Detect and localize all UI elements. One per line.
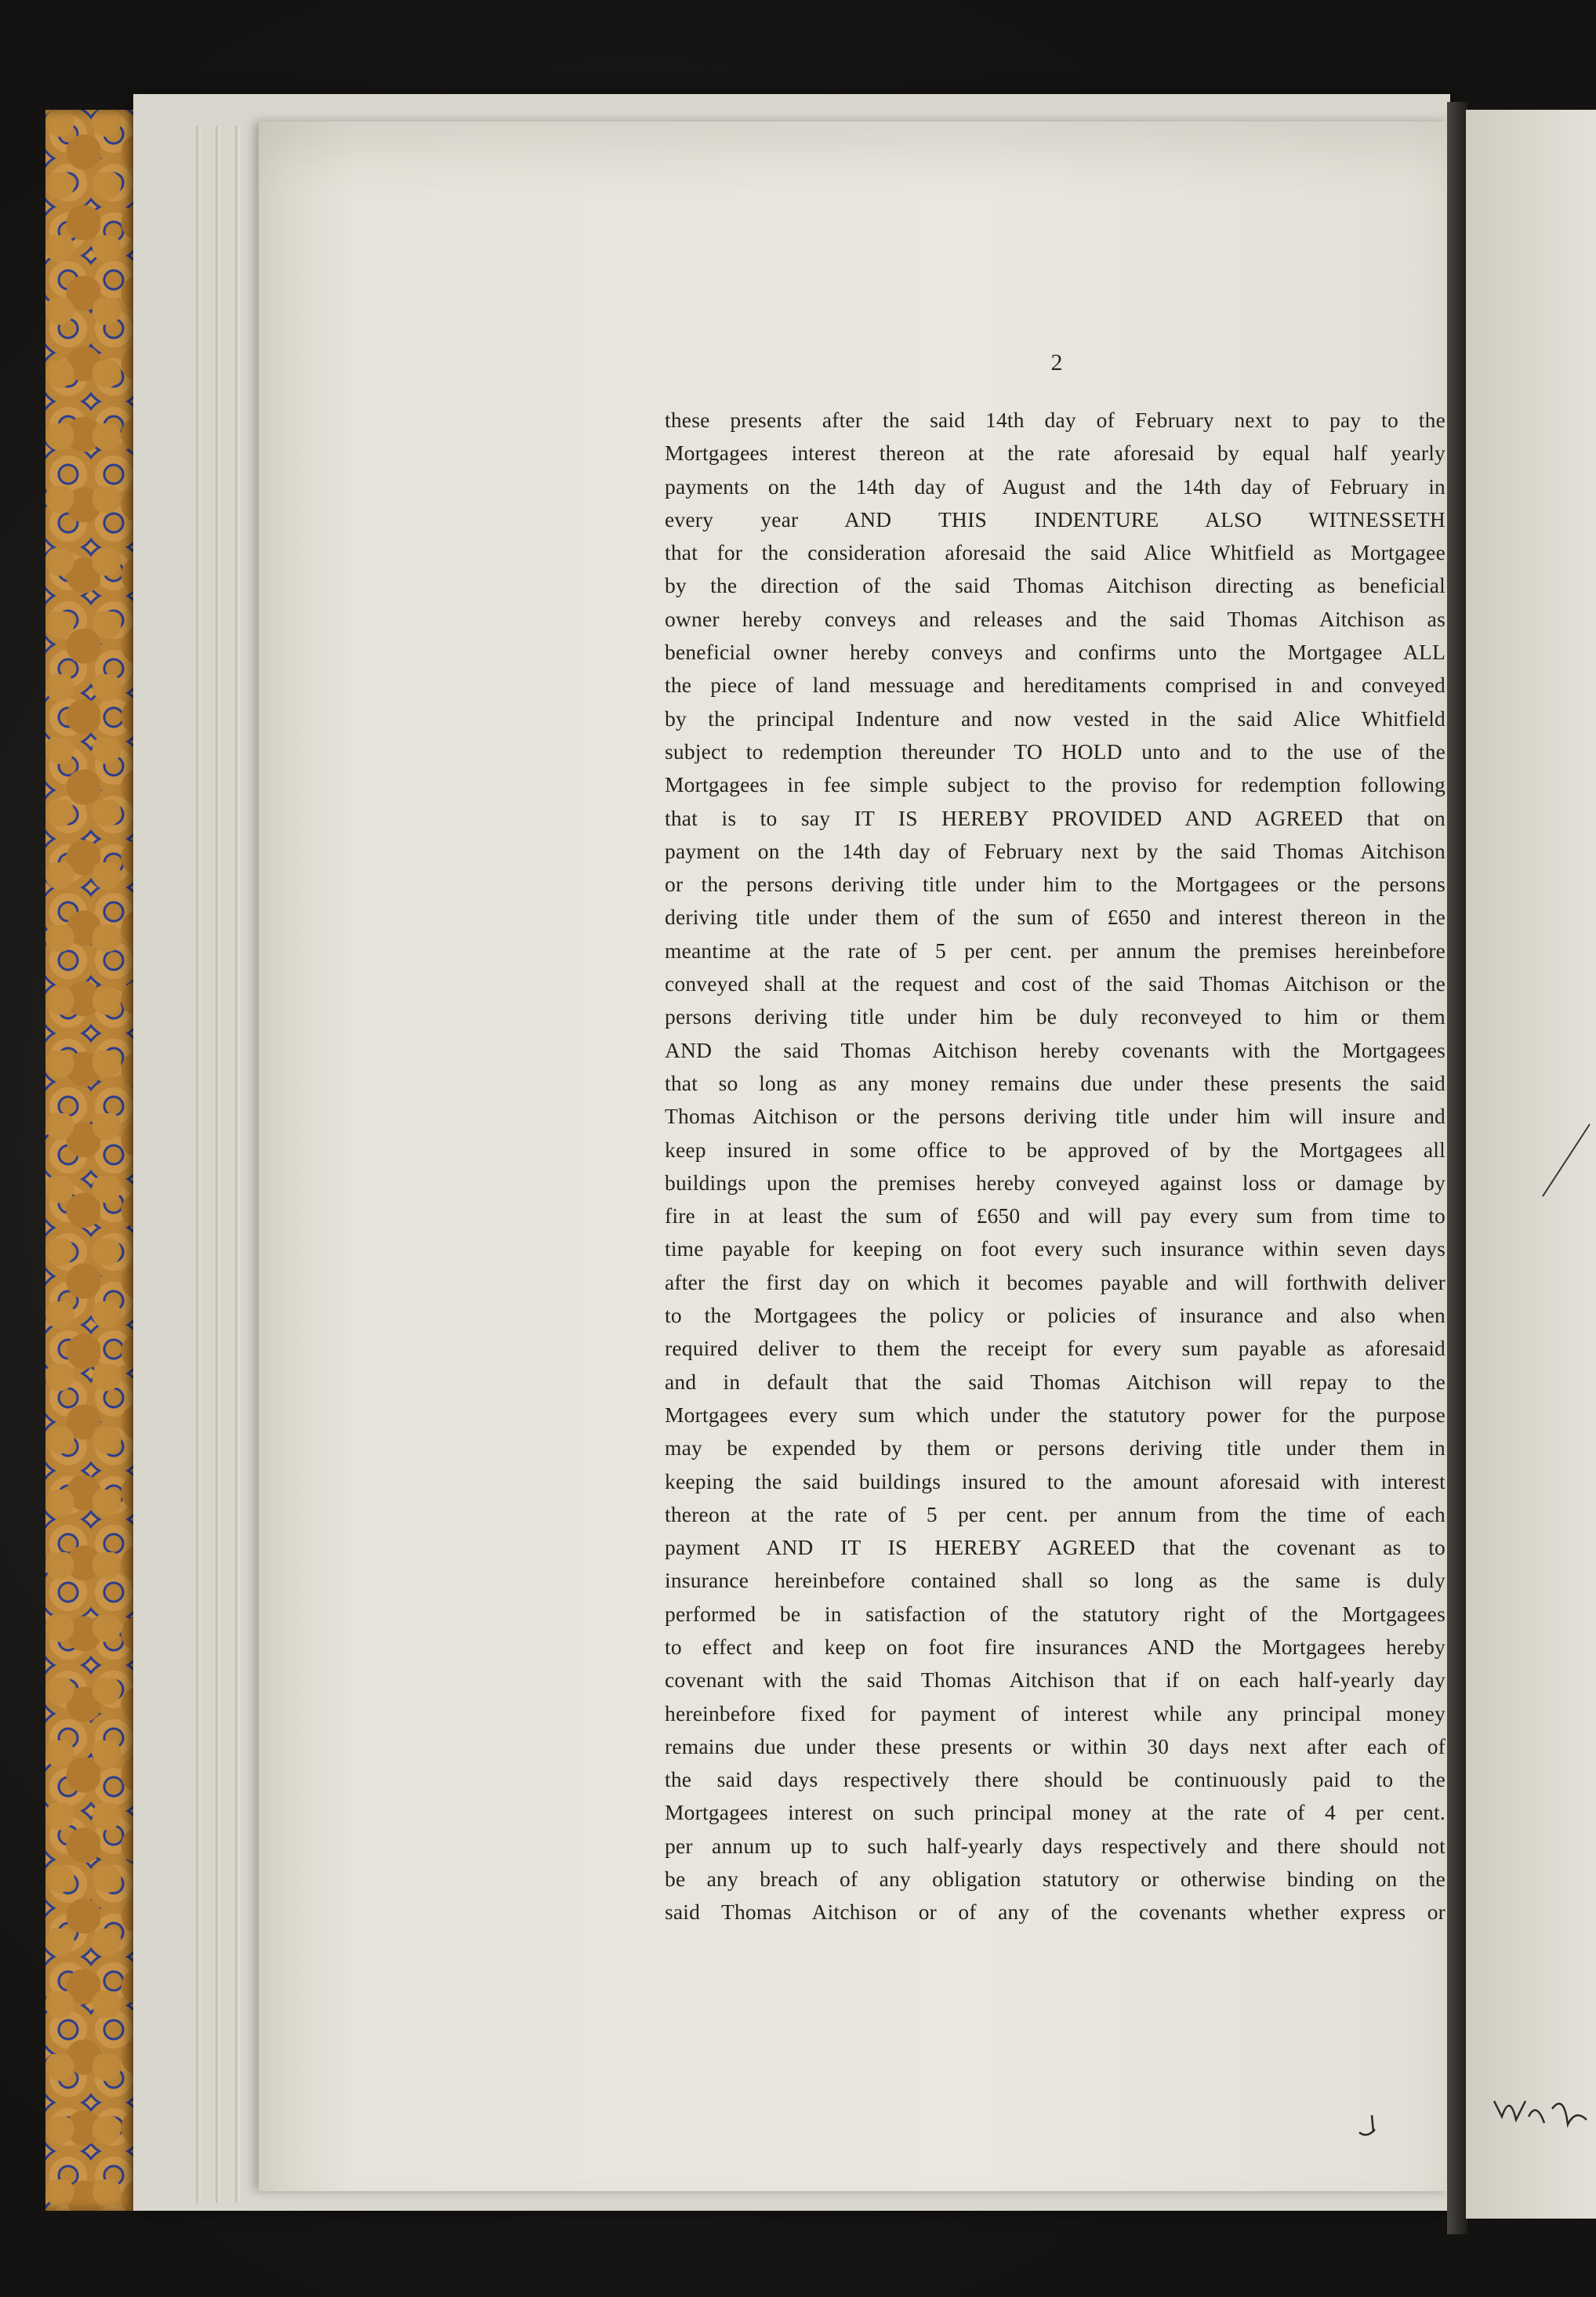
text-line: per annum up to such half-yearly days respectively and there should not (665, 1833, 1445, 1858)
text-line: by the direction of the said Thomas Aitchison directing as beneficial (665, 573, 1445, 598)
text-line: hereinbefore fixed for payment of interest while any principal money (665, 1700, 1445, 1725)
text-line: every year AND THIS INDENTURE ALSO WITNESSETH (665, 506, 1445, 532)
text-line: required deliver to them the receipt for every sum payable as aforesaid (665, 1336, 1445, 1361)
text-line: by the principal Indenture and now vested in the said Alice Whitfield (665, 706, 1445, 731)
book-gutter (1447, 102, 1467, 2234)
document-body (665, 404, 1445, 1929)
text-line: insurance hereinbefore contained shall so long as the same is duly (665, 1568, 1445, 1593)
text-line: that for the consideration aforesaid the said Alice Whitfield as Mortgagee (665, 540, 1445, 565)
text-line: or the persons deriving title under him to the Mortgagees or the persons (665, 872, 1445, 897)
text-line: be any breach of any obligation statutory or otherwise binding on the (665, 1867, 1445, 1892)
text-line: that so long as any money remains due under these presents the said (665, 1070, 1445, 1095)
text-line: Mortgagees in fee simple subject to the proviso for redemption following (665, 772, 1445, 797)
text-line: meantime at the rate of 5 per cent. per annum the premises hereinbefore (665, 938, 1445, 963)
page-edge (235, 125, 240, 2203)
marbled-endpaper (45, 110, 140, 2211)
handwritten-signature (1489, 2085, 1591, 2140)
text-line: to the Mortgagees the policy or policies of insurance and also when (665, 1303, 1445, 1328)
text-line: persons deriving title under him be duly reconveyed to him or them (665, 1004, 1445, 1029)
text-line: deriving title under them of the sum of £650 and interest thereon in the (665, 905, 1445, 930)
text-line: the piece of land messuage and hereditaments comprised in and conveyed (665, 673, 1445, 698)
text-line: to effect and keep on foot fire insurances AND the Mortgagees hereby (665, 1634, 1445, 1659)
text-line: conveyed shall at the request and cost of the said Thomas Aitchison or the (665, 971, 1445, 996)
text-line: and in default that the said Thomas Aitchison will repay to the (665, 1369, 1445, 1394)
text-line: thereon at the rate of 5 per cent. per annum from the time of each (665, 1501, 1445, 1526)
page-edge (196, 125, 201, 2203)
text-line: payments on the 14th day of August and the 14th day of February in (665, 474, 1445, 499)
text-line: may be expended by them or persons deriving title under them in (665, 1435, 1445, 1461)
text-line: said Thomas Aitchison or of any of the covenants whether express or (665, 1900, 1445, 1925)
text-line: Thomas Aitchison or the persons deriving title under him will insure and (665, 1104, 1445, 1129)
text-line: these presents after the said 14th day of February next to pay to the (665, 408, 1445, 432)
text-line: Mortgagees interest on such principal money at the rate of 4 per cent. (665, 1800, 1445, 1825)
ink-flourish-icon (1356, 2109, 1387, 2140)
text-line: beneficial owner hereby conveys and confirms unto the Mortgagee ALL (665, 640, 1445, 665)
page-edge (216, 125, 220, 2203)
text-line: time payable for keeping on foot every such insurance within seven days (665, 1236, 1445, 1261)
text-line: after the first day on which it becomes payable and will forthwith deliver (665, 1269, 1445, 1294)
text-line: Mortgagees every sum which under the statutory power for the purpose (665, 1402, 1445, 1427)
pencil-mark-icon (1536, 1121, 1591, 1199)
text-line: owner hereby conveys and releases and the said Thomas Aitchison as (665, 606, 1445, 631)
text-line: buildings upon the premises hereby conveyed against loss or damage by (665, 1170, 1445, 1195)
text-line: keeping the said buildings insured to the amount aforesaid with interest (665, 1468, 1445, 1493)
text-line: subject to redemption thereunder TO HOLD unto and to the use of the (665, 738, 1445, 764)
text-line: performed be in satisfaction of the statutory right of the Mortgagees (665, 1601, 1445, 1626)
text-line: that is to say IT IS HEREBY PROVIDED AND AGREED that on (665, 805, 1445, 830)
text-line: covenant with the said Thomas Aitchison that if on each half-yearly day (665, 1667, 1445, 1693)
text-line: Mortgagees interest thereon at the rate aforesaid by equal half yearly (665, 441, 1445, 466)
text-line: payment AND IT IS HEREBY AGREED that the covenant as to (665, 1535, 1445, 1560)
text-line: the said days respectively there should be continuously paid to the (665, 1767, 1445, 1792)
page-number: 2 (1050, 350, 1063, 376)
text-line: remains due under these presents or within 30 days next after each of (665, 1733, 1445, 1758)
text-line: keep insured in some office to be approved of by the Mortgagees all (665, 1137, 1445, 1162)
text-line: fire in at least the sum of £650 and will pay every sum from time to (665, 1203, 1445, 1228)
text-line: payment on the 14th day of February next by the said Thomas Aitchison (665, 838, 1445, 863)
text-line: AND the said Thomas Aitchison hereby covenants with the Mortgagees (665, 1037, 1445, 1062)
